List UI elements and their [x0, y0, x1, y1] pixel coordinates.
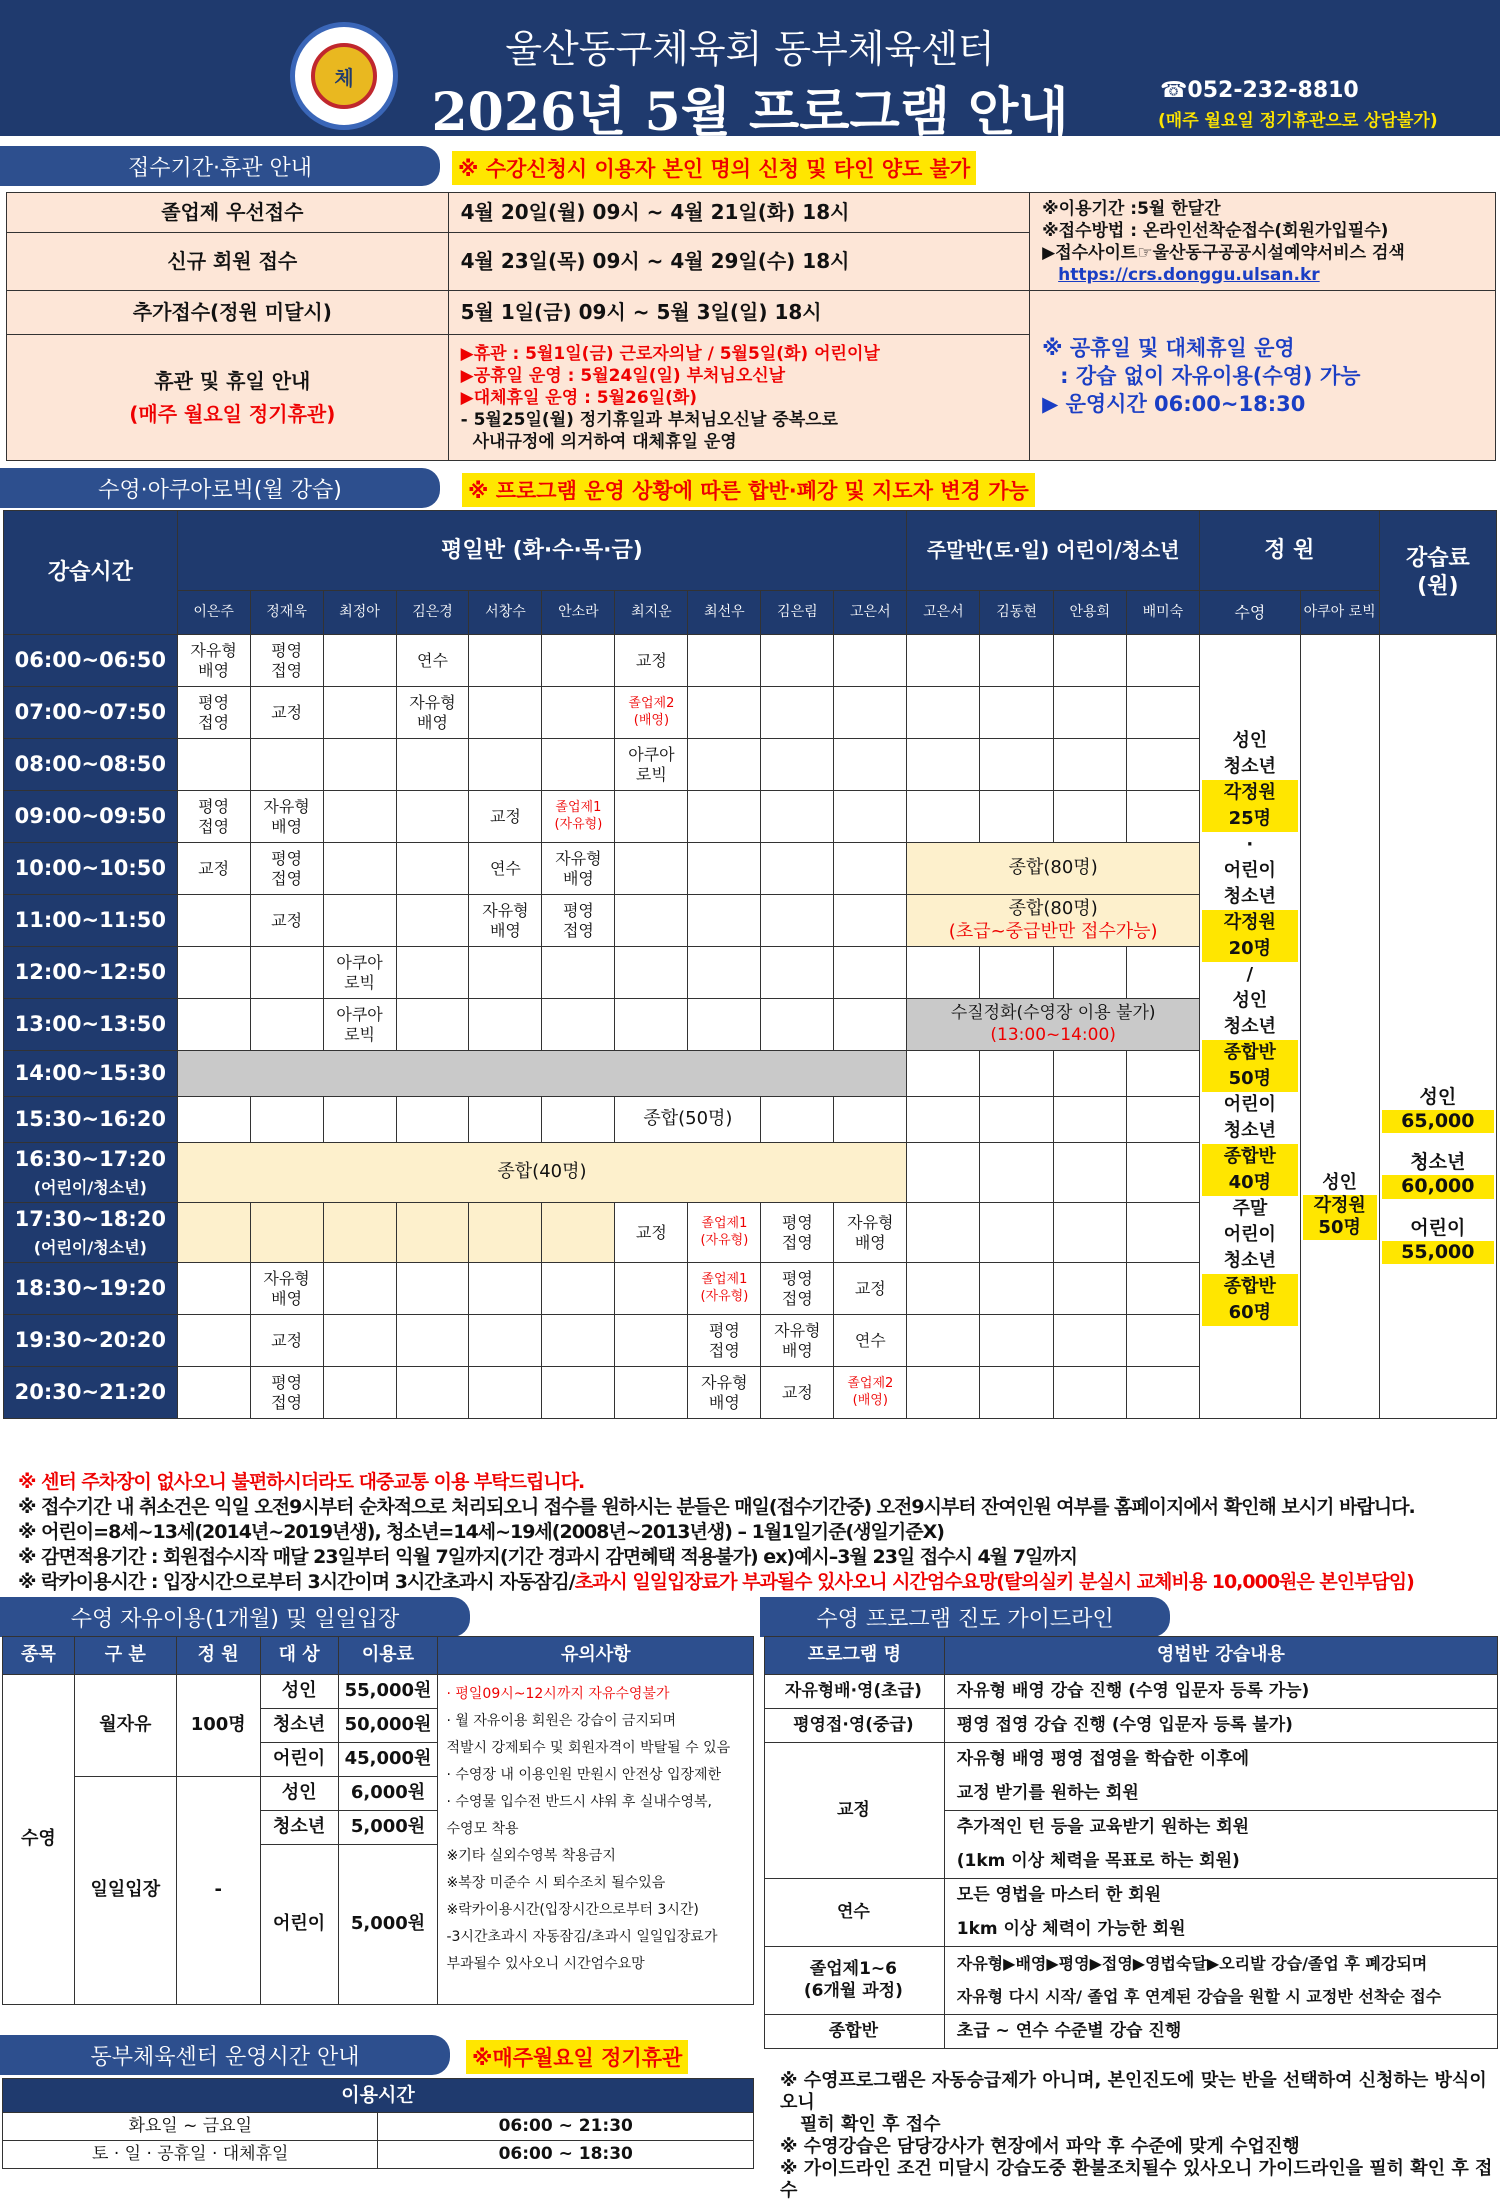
weekend-class-cell — [907, 1097, 980, 1143]
weekend-class-cell — [907, 1203, 980, 1263]
class-cell: 졸업제1 (자유형) — [688, 1203, 761, 1263]
hours-table: 이용시간 화요일 ~ 금요일 06:00 ~ 21:30 토 · 일 · 공휴일 · 대체휴일 06:00 ~ 18:30 — [2, 2078, 754, 2169]
time-slot: 07:00~07:50 — [4, 687, 178, 739]
time-slot: 15:30~16:20 — [4, 1097, 178, 1143]
class-cell — [469, 1315, 542, 1367]
page-title: 2026년 5월 프로그램 안내 — [431, 82, 1069, 143]
class-cell — [834, 999, 907, 1051]
section-free-use: 수영 자유이용(1개월) 및 일일입장 — [0, 1597, 470, 1637]
class-cell — [542, 687, 615, 739]
free-use-table: 종목 구 분 정 원 대 상 이용료 유의사항 수영 월자유 100명 성인 55,000원 · 평일09시~12시까지 자유수영불가 · 월 자유이용 회원은 강습이 금지되며 적발시 강제퇴수 및 회원자격이 박탈될 수 있음 · 수영장 내 이용인원 만원시 안전상 입장제한 · 수영물 입수전 반드시 샤워 후 실내수영복, 수영모 착용 ※기타 실외수영복 착용금지 ※복장 미준수 시 퇴수조치 될수있음 ※락카이용시간(입장시간으로부터 3시간) -3시간초과시 자동잠김/초과시 일일입장료가 부과될수 있사오니 시간엄수요망 청소년 50,000원 어린이 45,000원 일일입장 - 성인 6,000원 청소년 5,000원 어린이 5,000원 — [2, 1636, 754, 2005]
class-cell — [688, 739, 761, 791]
guideline-table: 프로그램 명 영법반 강습내용 자유형배·영(초급) 자유형 배영 강습 진행 (수영 입문자 등록 가능) 평영접·영(중급) 평영 접영 강습 진행 (수영 입문자 등록 불가) 교정 자유형 배영 평영 접영을 학습한 이후에 교정 받기를 원하는 회원 추가적인 턴 등을 교육받기 원하는 회원 (1km 이상 체력을 목표로 하는 회원) 연수 모든 영법을 마스터 한 회원 1km 이상 체력이 가능한 회원 졸업제1~6 (6개월 과정) 자유형▶배영▶평영▶접영▶영법숙달▶오리발 강습/졸업 후 폐강되며 자유형 다시 시작/ 졸업 후 연계된 강습을 원할 시 교정반 선착순 접수 종합반 초급 ~ 연수 수준별 강습 진행 — [764, 1636, 1498, 2049]
registration-table: 졸업제 우선접수 4월 20일(월) 09시 ~ 4월 21일(화) 18시 ※이용기간 :5월 한달간 ※접수방법 : 온라인선착순접수(회원가입필수) ▶접수사이트☞울산동구공공시설예약서비스 검색 https://crs.donggu.ulsan.kr 신규 회원 접수 4월 23일(목) 09시 ~ 4월 29일(수) 18시 추가접수(정원 미달시) 5월 1일(금) 09시 ~ 5월 3일(일) 18시 ※ 공휴일 및 대체휴일 운영 : 강습 없이 자유이용(수영) 가능 ▶ 운영시간 06:00~18:30 휴관 및 휴일 안내 (매주 월요일 정기휴관) ▶휴관 : 5월1일(금) 근로자의날 / 5월5일(화) 어린이날 ▶공휴일 운영 : 5월24일(일) 부처님오신날 ▶대체휴일 운영 : 5월26일(화) - 5월25일(월) 정기휴일과 부처님오신날 중복으로 사내규정에 의거하여 대체휴일 운영 — [6, 192, 1496, 461]
class-cell — [469, 1203, 542, 1263]
class-cell — [688, 843, 761, 895]
class-cell — [323, 1097, 396, 1143]
weekend-class-cell — [1126, 1143, 1199, 1203]
class-cell: 교정 — [615, 1203, 688, 1263]
time-slot: 11:00~11:50 — [4, 895, 178, 947]
weekend-class-cell — [1053, 635, 1126, 687]
capacity-swim: 성인 청소년 각정원 25명 · 어린이 청소년 각정원 20명 / 성인 청소년 종합반 50명 어린이 청소년 종합반 40명 주말 어린이 청소년 종합반 60명 — [1200, 635, 1301, 1419]
class-cell — [542, 1097, 615, 1143]
class-cell — [177, 895, 250, 947]
class-cell — [396, 947, 469, 999]
class-cell — [834, 895, 907, 947]
class-cell: 교정 — [615, 635, 688, 687]
class-cell — [688, 999, 761, 1051]
weekend-class-cell — [907, 947, 980, 999]
class-cell — [177, 947, 250, 999]
class-cell: 자유형 배영 — [688, 1367, 761, 1419]
weekend-class-cell — [980, 1097, 1053, 1143]
weekend-class-cell: 종합(80명) (초급~중급반만 접수가능) — [907, 895, 1200, 947]
class-cell — [396, 999, 469, 1051]
class-cell: 교정 — [834, 1263, 907, 1315]
class-cell — [542, 999, 615, 1051]
class-cell — [469, 1097, 542, 1143]
class-cell — [542, 635, 615, 687]
class-cell: 자유형 배영 — [761, 1315, 834, 1367]
instructor-header: 이은주 — [177, 591, 250, 635]
class-cell — [323, 791, 396, 843]
class-cell — [469, 999, 542, 1051]
weekend-class-cell — [907, 635, 980, 687]
class-cell: 교정 — [177, 843, 250, 895]
class-cell: 평영 접영 — [761, 1203, 834, 1263]
instructor-header: 김은림 — [761, 591, 834, 635]
sports-council-logo: 체 — [290, 22, 398, 130]
class-cell: 평영 접영 — [177, 791, 250, 843]
class-cell: 자유형 배영 — [396, 687, 469, 739]
weekend-class-cell — [1126, 739, 1199, 791]
weekend-class-cell — [907, 1263, 980, 1315]
section-schedule: 수영·아쿠아로빅(월 강습) — [0, 468, 440, 508]
class-cell — [688, 687, 761, 739]
class-cell — [396, 1097, 469, 1143]
class-cell — [323, 739, 396, 791]
section-hours: 동부체육센터 운영시간 안내 — [0, 2035, 450, 2075]
cap-swim-header: 수영 — [1200, 591, 1301, 635]
class-cell — [834, 791, 907, 843]
class-cell — [323, 895, 396, 947]
class-cell — [615, 999, 688, 1051]
class-cell: 자유형 배영 — [250, 1263, 323, 1315]
weekend-instructor-header: 고은서 — [907, 591, 980, 635]
combined-class-cell: 종합(50명) — [615, 1097, 761, 1143]
class-cell: 연수 — [834, 1315, 907, 1367]
maintenance-cell: 수질정화(수영장 이용 불가) (13:00~14:00) — [907, 999, 1200, 1051]
section-guideline: 수영 프로그램 진도 가이드라인 — [760, 1597, 1170, 1637]
class-cell — [615, 947, 688, 999]
weekend-class-cell — [1126, 947, 1199, 999]
class-cell — [323, 1315, 396, 1367]
class-cell — [250, 947, 323, 999]
class-cell — [615, 1263, 688, 1315]
phone-number: ☎052-232-8810 — [1160, 78, 1359, 103]
class-cell — [177, 739, 250, 791]
class-cell — [250, 1097, 323, 1143]
class-cell — [834, 687, 907, 739]
class-cell — [761, 635, 834, 687]
class-cell — [323, 687, 396, 739]
class-cell: 아쿠아 로빅 — [323, 947, 396, 999]
class-cell: 평영 접영 — [688, 1315, 761, 1367]
time-slot: 14:00~15:30 — [4, 1051, 178, 1097]
class-cell — [177, 1263, 250, 1315]
weekend-class-cell — [980, 1315, 1053, 1367]
class-cell: 평영 접영 — [250, 635, 323, 687]
weekend-class-cell — [980, 947, 1053, 999]
weekend-instructor-header: 김동현 — [980, 591, 1053, 635]
weekend-class-cell — [907, 1143, 980, 1203]
class-cell — [615, 1315, 688, 1367]
class-cell — [542, 1367, 615, 1419]
class-cell: 교정 — [469, 791, 542, 843]
guideline-notes: ※ 수영프로그램은 자동승급제가 아니며, 본인진도에 맞는 반을 선택하여 신청하는 방식이오니 필히 확인 후 접수 ※ 수영강습은 담당강사가 현장에서 파악 후 수준에 맞게 수업진행 ※ 가이드라인 조건 미달시 강습도중 환불조치될수 있사오니 가이드라인을 필히 확인 후 접수 — [780, 2070, 1493, 2201]
weekend-class-cell — [1126, 1263, 1199, 1315]
class-cell: 자유형 배영 — [542, 843, 615, 895]
class-cell — [834, 947, 907, 999]
class-cell — [834, 739, 907, 791]
weekend-class-cell — [980, 791, 1053, 843]
class-cell: 교정 — [250, 1315, 323, 1367]
class-cell: 자유형 배영 — [469, 895, 542, 947]
weekend-class-cell — [907, 739, 980, 791]
class-cell — [761, 791, 834, 843]
class-cell — [323, 1203, 396, 1263]
weekend-class-cell — [1126, 1315, 1199, 1367]
time-slot: 20:30~21:20 — [4, 1367, 178, 1419]
weekend-class-cell — [1126, 635, 1199, 687]
class-cell — [615, 843, 688, 895]
weekend-class-cell — [1053, 947, 1126, 999]
class-cell — [250, 1203, 323, 1263]
schedule-warning: ※ 프로그램 운영 상황에 따른 합반·폐강 및 지도자 변경 가능 — [462, 473, 1035, 507]
time-slot: 13:00~13:50 — [4, 999, 178, 1051]
class-cell — [177, 1315, 250, 1367]
class-cell — [323, 1367, 396, 1419]
class-cell — [688, 895, 761, 947]
fee-column: 성인 65,000 청소년 60,000 어린이 55,000 — [1379, 635, 1496, 1419]
class-cell — [761, 895, 834, 947]
notice-list: ※ 센터 주차장이 없사오니 불편하시더라도 대중교통 이용 부탁드립니다. ※ 접수기간 내 취소건은 익일 오전9시부터 순차적으로 처리되오니 접수를 원하시는 분들은 매일(접수기간중) 오전9시부터 잔여인원 여부를 홈페이지에서 확인해 보시기 바랍니다. ※ 어린이=8세~13세(2014년~2019년생), 청소년=14세~19세(2008년~2013년생) – 1월1일기준(생일기준X) ※ 감면적용기간 : 회원접수시작 매달 23일부터 익월 7일까지(기간 경과시 감면혜택 적용불가) ex)예시–3월 23일 접수시 4월 7일까지 ※ 락카이용시간 : 입장시간으로부터 3시간이며 3시간초과시 자동잠김/초과시 일일입장료가 부과될수 있사오니 시간엄수요망(탈의실키 분실시 교체비용 10,000원은 본인부담임) — [18, 1471, 1415, 1593]
class-cell — [396, 1315, 469, 1367]
weekend-class-cell — [1053, 1315, 1126, 1367]
weekend-class-cell — [1053, 791, 1126, 843]
class-cell — [323, 843, 396, 895]
weekend-class-cell — [980, 1051, 1053, 1097]
weekend-class-cell — [980, 1263, 1053, 1315]
class-cell: 졸업제2 (배영) — [615, 687, 688, 739]
weekend-class-cell — [980, 1367, 1053, 1419]
class-cell — [615, 791, 688, 843]
class-cell — [177, 1367, 250, 1419]
class-cell: 평영 접영 — [250, 1367, 323, 1419]
class-cell — [761, 843, 834, 895]
instructor-header: 안소라 — [542, 591, 615, 635]
weekend-class-cell — [907, 1367, 980, 1419]
class-cell: 자유형 배영 — [834, 1203, 907, 1263]
class-cell — [761, 947, 834, 999]
class-cell — [542, 1263, 615, 1315]
class-cell: 아쿠아 로빅 — [323, 999, 396, 1051]
class-cell: 자유형 배영 — [250, 791, 323, 843]
class-cell — [615, 1367, 688, 1419]
class-cell — [469, 1263, 542, 1315]
class-cell — [688, 791, 761, 843]
weekend-instructor-header: 배미숙 — [1126, 591, 1199, 635]
time-slot: 17:30~18:20 (어린이/청소년) — [4, 1203, 178, 1263]
capacity-aqua: 성인 각정원 50명 — [1300, 635, 1379, 1419]
class-cell: 졸업제1 (자유형) — [688, 1263, 761, 1315]
weekend-class-cell — [1126, 1367, 1199, 1419]
time-slot: 09:00~09:50 — [4, 791, 178, 843]
weekend-class-cell — [1126, 687, 1199, 739]
class-cell: 평영 접영 — [761, 1263, 834, 1315]
class-cell — [396, 739, 469, 791]
hours-warning: ※매주월요일 정기휴관 — [466, 2040, 688, 2074]
class-cell: 연수 — [469, 843, 542, 895]
weekend-class-cell — [907, 791, 980, 843]
class-cell — [542, 947, 615, 999]
class-cell — [469, 1367, 542, 1419]
class-cell — [177, 999, 250, 1051]
class-cell — [834, 635, 907, 687]
instructor-header: 최정아 — [323, 591, 396, 635]
weekend-class-cell — [1053, 1097, 1126, 1143]
combined-class-cell: 종합(40명) — [177, 1143, 907, 1203]
section-registration: 접수기간·휴관 안내 — [0, 146, 440, 186]
break-cell — [177, 1051, 907, 1097]
time-slot: 18:30~19:20 — [4, 1263, 178, 1315]
weekend-class-cell — [907, 1051, 980, 1097]
cap-aqua-header: 아쿠아 로빅 — [1300, 591, 1379, 635]
class-cell — [542, 1203, 615, 1263]
class-cell: 연수 — [396, 635, 469, 687]
weekend-class-cell: 종합(80명) — [907, 843, 1200, 895]
class-cell — [396, 1203, 469, 1263]
weekend-class-cell — [980, 739, 1053, 791]
class-cell — [761, 687, 834, 739]
class-cell: 교정 — [761, 1367, 834, 1419]
org-title: 울산동구체육회 동부체육센터 — [505, 27, 995, 71]
class-cell: 평영 접영 — [542, 895, 615, 947]
class-cell — [396, 1367, 469, 1419]
class-cell: 졸업제1 (자유형) — [542, 791, 615, 843]
reservation-link[interactable]: https://crs.donggu.ulsan.kr — [1058, 264, 1320, 285]
class-cell — [761, 999, 834, 1051]
weekend-class-cell — [980, 687, 1053, 739]
weekend-class-cell — [980, 1143, 1053, 1203]
weekend-class-cell — [907, 687, 980, 739]
weekend-class-cell — [1053, 1367, 1126, 1419]
weekend-class-cell — [907, 1315, 980, 1367]
class-cell — [323, 1263, 396, 1315]
class-cell — [688, 947, 761, 999]
weekend-class-cell — [980, 1203, 1053, 1263]
weekend-instructor-header: 안용희 — [1053, 591, 1126, 635]
time-slot: 08:00~08:50 — [4, 739, 178, 791]
class-cell — [688, 635, 761, 687]
class-cell — [761, 739, 834, 791]
weekend-class-cell — [1053, 739, 1126, 791]
instructor-header: 서창수 — [469, 591, 542, 635]
instructor-header: 최지운 — [615, 591, 688, 635]
class-cell: 평영 접영 — [250, 843, 323, 895]
class-cell — [542, 739, 615, 791]
class-cell: 교정 — [250, 895, 323, 947]
class-cell — [761, 1097, 834, 1143]
class-cell — [834, 843, 907, 895]
class-cell — [323, 635, 396, 687]
weekend-class-cell — [1053, 1051, 1126, 1097]
class-cell — [542, 1315, 615, 1367]
weekend-class-cell — [1126, 1203, 1199, 1263]
time-slot: 10:00~10:50 — [4, 843, 178, 895]
time-slot: 16:30~17:20 (어린이/청소년) — [4, 1143, 178, 1203]
class-cell: 자유형 배영 — [177, 635, 250, 687]
weekend-class-cell — [1126, 791, 1199, 843]
weekend-class-cell — [1053, 1203, 1126, 1263]
class-cell: 교정 — [250, 687, 323, 739]
weekend-class-cell — [980, 635, 1053, 687]
class-cell — [177, 1097, 250, 1143]
schedule-table: 강습시간 평일반 (화·수·목·금) 주말반(토·일) 어린이/청소년 정 원 강습료 (원) 이은주 정재욱 최정아 김은경 서창수 안소라 최지운 최선우 김은림 고은서 고은서 김동현 안용희 배미숙 수영 아쿠아 로빅 06:00~06:50 자유형 배영 평영 접영 연수 교정 성인 청소년 각정원 25명 · 어린이 청소년 각정원 20명 / 성인 청소년 종합반 50명 어린이 청소년 종합반 40명 주말 어린이 청소년 종합반 60명 성인 각정원 50명 성인 65,000 청소년 60,000 어린이 55,000 07:00~07:50 평영 접영 교정 자유형 배영 졸업제2 (배영) 08:00~08:50 아쿠아 로빅 09:00~09:50 평영 접영 자유형 배영 교정 졸업제1 (자유형) 10:00~10:50 교정 평영 접영 연수 자유형 배영 종합(80명) 11:00~11:50 교정 자유형 배영 평영 접영 종합(80명) (초급~중급반만 접수가능) 12:00~12:50 아쿠아 로빅 13:00~13:50 아쿠아 로빅 수질정화(수영장 이용 불가) (13:00~14:00) 14:00~15:30 15:30~16:20 종합(50명) 16:30~17:20 (어린이/청소년) 종합(40명) 17:30~18:20 (어린이/청소년) 교정 졸업제1 (자유형) 평영 접영 자유형 배영 18:30~19:20 자유형 배영 졸업제1 (자유형) 평영 접영 교정 19:30~20:20 교정 평영 접영 자유형 배영 연수 20:30~21:20 평영 접영 자유형 배영 교정 졸업제2 (배영) — [3, 510, 1497, 1419]
class-cell: 평영 접영 — [177, 687, 250, 739]
registration-warning: ※ 수강신청시 이용자 본인 명의 신청 및 타인 양도 불가 — [452, 151, 976, 185]
time-slot: 06:00~06:50 — [4, 635, 178, 687]
instructor-header: 김은경 — [396, 591, 469, 635]
class-cell — [469, 739, 542, 791]
class-cell — [834, 1097, 907, 1143]
class-cell — [469, 635, 542, 687]
class-cell — [396, 843, 469, 895]
time-slot: 12:00~12:50 — [4, 947, 178, 999]
class-cell — [396, 1263, 469, 1315]
class-cell — [250, 739, 323, 791]
class-cell — [250, 999, 323, 1051]
weekend-class-cell — [1053, 1263, 1126, 1315]
instructor-header: 고은서 — [834, 591, 907, 635]
closed-note: (매주 월요일 정기휴관으로 상담불가) — [1158, 111, 1438, 131]
time-slot: 19:30~20:20 — [4, 1315, 178, 1367]
weekend-class-cell — [1126, 1051, 1199, 1097]
class-cell — [469, 947, 542, 999]
instructor-header: 정재욱 — [250, 591, 323, 635]
instructor-header: 최선우 — [688, 591, 761, 635]
weekend-class-cell — [1053, 1143, 1126, 1203]
class-cell — [396, 895, 469, 947]
weekend-class-cell — [1053, 687, 1126, 739]
class-cell — [615, 895, 688, 947]
class-cell — [177, 1203, 250, 1263]
weekend-class-cell — [1126, 1097, 1199, 1143]
class-cell: 졸업제2 (배영) — [834, 1367, 907, 1419]
class-cell: 아쿠아 로빅 — [615, 739, 688, 791]
class-cell — [396, 791, 469, 843]
class-cell — [469, 687, 542, 739]
